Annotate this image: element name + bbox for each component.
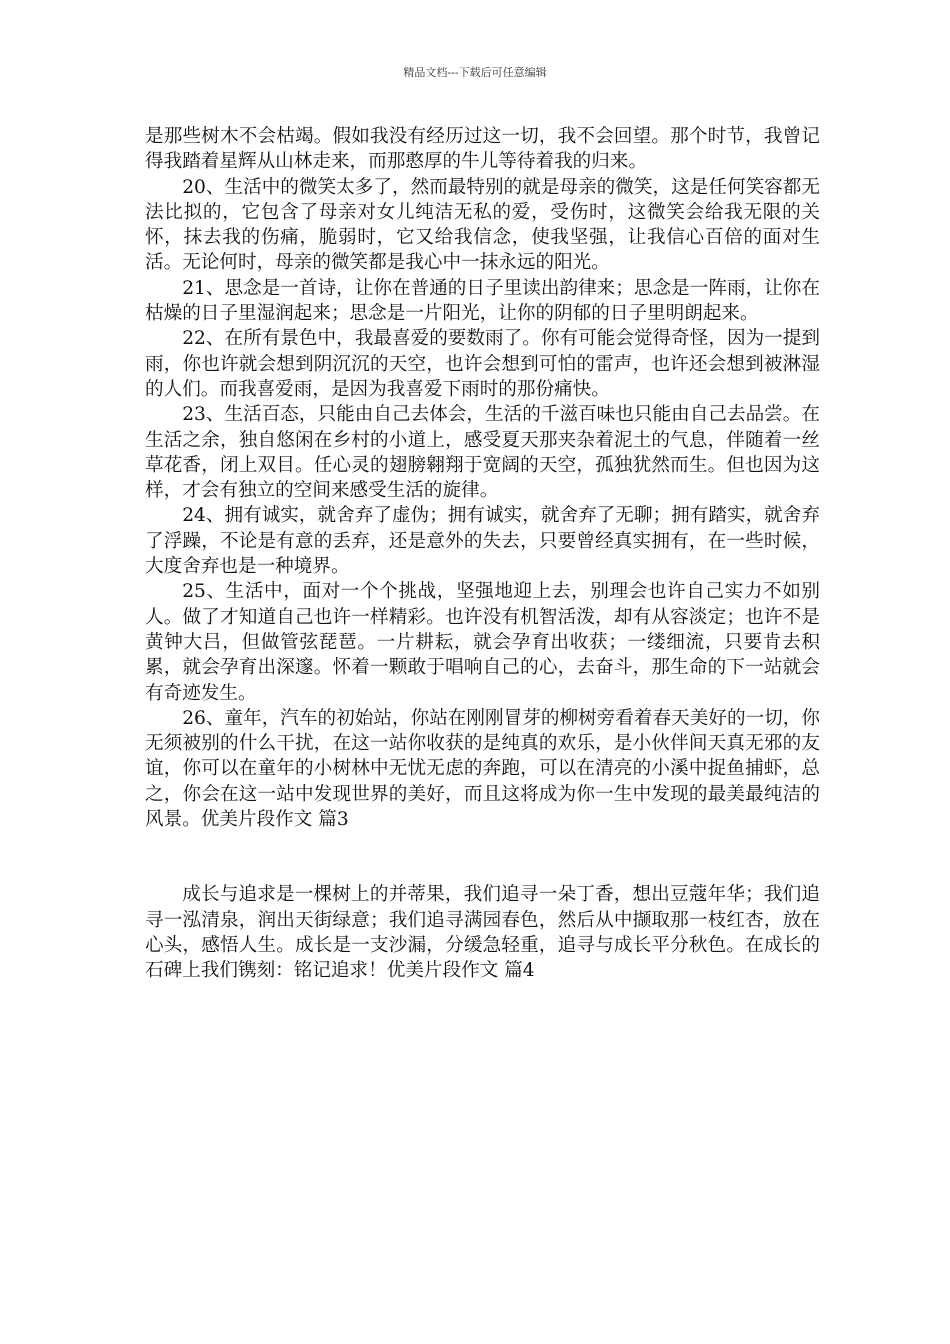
- page-header: 精品文档---下载后可任意编辑: [403, 66, 547, 79]
- paragraph-23: 23、生活百态，只能由自己去体会，生活的千滋百味也只能由自己去品尝。在生活之余，独自悠闲在乡村的小道上，感受夏天那夹杂着泥土的气息，伴随着一丝草花香，闭上双目。任心灵的翅膀翱翔于宽阔的天空，孤独犹然而生。但也因为这样，才会有独立的空间来感受生活的旋律。: [145, 404, 820, 502]
- paragraph-25: 25、生活中，面对一个个挑战，坚强地迎上去，别理会也许自己实力不如别人。做了才知道自己也许一样精彩。也许没有机智活泼，却有从容淡定；也许不是黄钟大吕，但做管弦琵琶。一片耕耘，就会孕育出收获；一缕细流，只要肯去积累，就会孕育出深邃。怀着一颗敢于唱响自己的心，去奋斗，那生命的下一站就会有奇迹发生。: [145, 581, 820, 704]
- paragraph-continuation: 是那些树木不会枯竭。假如我没有经历过这一切，我不会回望。那个时节，我曾记得我踏着星辉从山林走来，而那憨厚的牛儿等待着我的归来。: [145, 126, 820, 173]
- paragraph-growth: 成长与追求是一棵树上的并蒂果，我们追寻一朵丁香，想出豆蔻年华；我们追寻一泓清泉，润出天街绿意；我们追寻满园春色，然后从中撷取那一枝红杏，放在心头，感悟人生。成长是一支沙漏，分缓急轻重，追寻与成长平分秋色。在成长的石碑上我们镌刻：铭记追求！优美片段作文 篇4: [145, 884, 820, 982]
- paragraph-26: 26、童年，汽车的初始站，你站在刚刚冒芽的柳树旁看着春天美好的一切，你无须被别的什么干扰，在这一站你收获的是纯真的欢乐，是小伙伴间天真无邪的友谊，你可以在童年的小树林中无忧无虑的奔跑，可以在清亮的小溪中捉鱼捕虾，总之，你会在这一站中发现世界的美好，而且这将成为你一生中发现的最美最纯洁的风景。优美片段作文 篇3: [145, 707, 820, 831]
- paragraph-20: 20、生活中的微笑太多了，然而最特别的就是母亲的微笑，这是任何笑容都无法比拟的，它包含了母亲对女儿纯洁无私的爱，受伤时，这微笑会给我无限的关怀，抹去我的伤痛，脆弱时，它又给我信念，使我坚强，让我信心百倍的面对生活。无论何时，母亲的微笑都是我心中一抹永远的阳光。: [145, 176, 820, 274]
- paragraph-22: 22、在所有景色中，我最喜爱的要数雨了。你有可能会觉得奇怪，因为一提到雨，你也许就会想到阴沉沉的天空，也许会想到可怕的雷声，也许还会想到被淋湿的人们。而我喜爱雨，是因为我喜爱下雨时的那份痛快。: [145, 328, 820, 400]
- paragraph-24: 24、拥有诚实，就舍弃了虚伪；拥有诚实，就舍弃了无聊；拥有踏实，就舍弃了浮躁，不论是有意的丢弃，还是意外的失去，只要曾经真实拥有，在一些时候，大度舍弃也是一种境界。: [145, 505, 820, 578]
- document-body: [145, 124, 820, 984]
- section-spacer: [145, 832, 820, 882]
- paragraph-21: 21、思念是一首诗，让你在普通的日子里读出韵律来；思念是一阵雨，让你在枯燥的日子里湿润起来；思念是一片阳光，让你的阴郁的日子里明朗起来。: [145, 277, 820, 325]
